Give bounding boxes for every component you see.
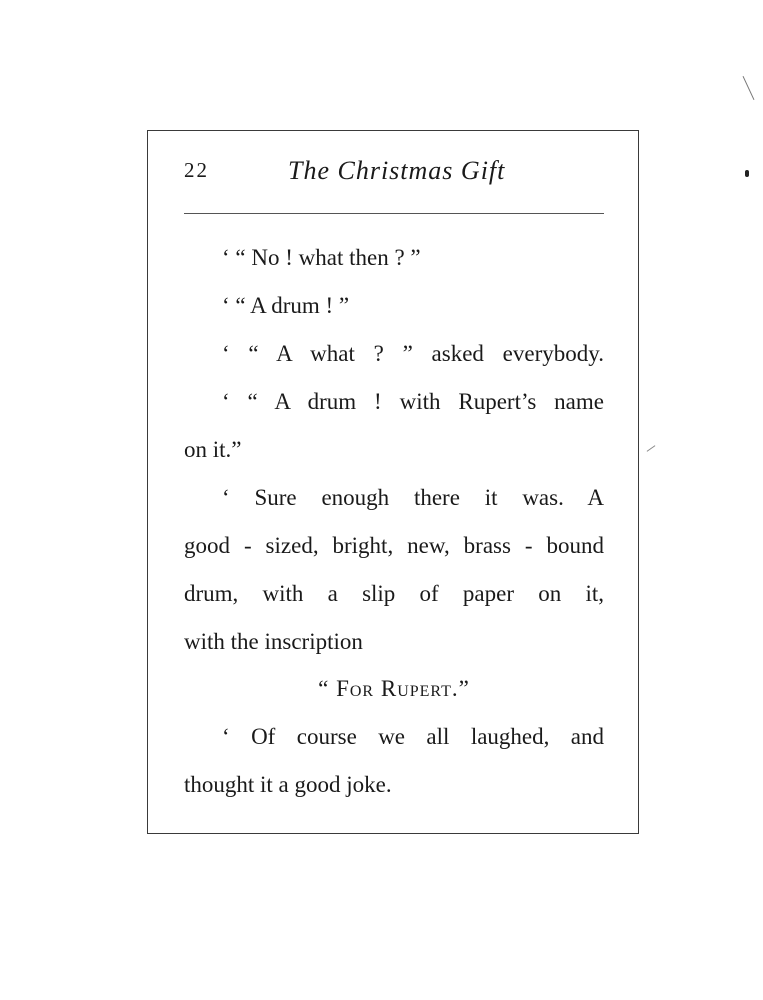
body-line: thought it a good joke. — [184, 772, 392, 797]
scan-mark — [647, 445, 656, 452]
body-line: good - sized, bright, new, brass - bound — [184, 533, 604, 558]
body-line: ‘ “ A what ? ” asked everybody. — [222, 341, 604, 366]
body-line: on it.” — [184, 437, 242, 462]
body-line: ‘ “ No ! what then ? ” — [222, 245, 421, 270]
body-line: ‘ Of course we all laughed, and — [222, 724, 604, 749]
inscription-line: “ For Rupert.” — [318, 676, 470, 701]
body-line: with the inscription — [184, 629, 363, 654]
header-rule — [184, 213, 604, 214]
scan-mark — [743, 76, 755, 100]
scan-speck — [745, 170, 749, 177]
body-line: drum, with a slip of paper on it, — [184, 581, 604, 606]
body-line: ‘ “ A drum ! ” — [222, 293, 350, 318]
body-line: ‘ Sure enough there it was. A — [222, 485, 604, 510]
running-title: The Christmas Gift — [288, 156, 506, 185]
page-number: 22 — [184, 158, 209, 182]
body-line: ‘ “ A drum ! with Rupert’s name — [222, 389, 604, 414]
